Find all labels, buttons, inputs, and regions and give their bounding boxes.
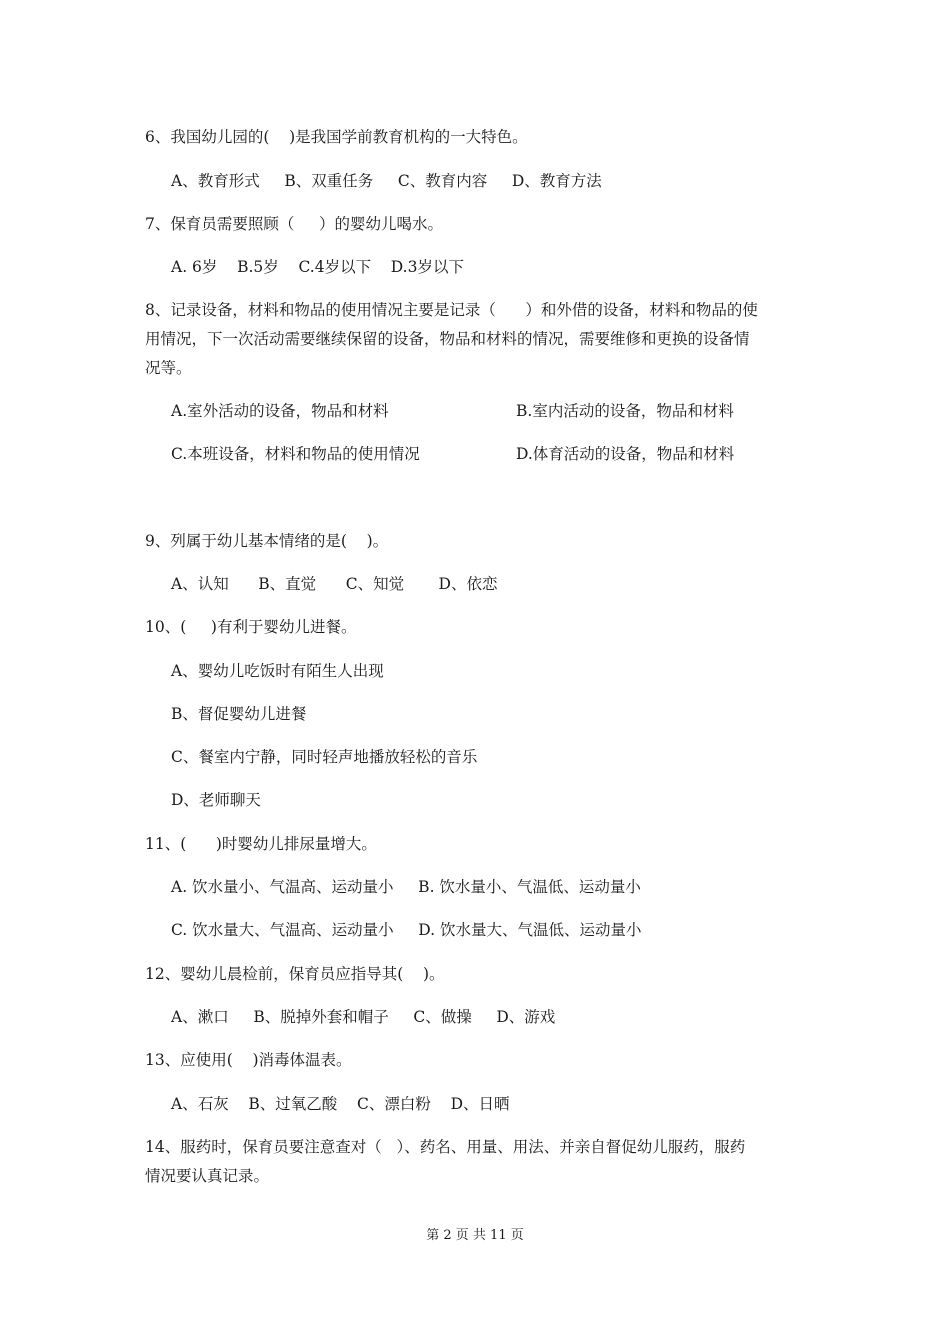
question-8-stem-line-1: 8、记录设备，材料和物品的使用情况主要是记录（ ）和外借的设备，材料和物品的使: [145, 301, 758, 319]
question-8-stem-line-2: 用情况，下一次活动需要继续保留的设备，物品和材料的情况，需要维修和更换的设备情: [145, 330, 750, 348]
page-number-footer: 第 2 页 共 11 页: [426, 1228, 524, 1243]
question-10-stem: 10、( )有利于婴幼儿进餐。: [145, 618, 357, 636]
question-9-stem: 9、列属于幼儿基本情绪的是( )。: [145, 532, 389, 550]
question-8-option-a: A.室外活动的设备，物品和材料: [171, 402, 389, 420]
question-6-stem: 6、我国幼儿园的( )是我国学前教育机构的一大特色。: [145, 128, 528, 146]
question-14-stem-line-2: 情况要认真记录。: [145, 1167, 270, 1185]
question-14-stem-line-1: 14、服药时，保育员要注意查对（ ）、药名、用量、用法、并亲自督促幼儿服药，服药: [145, 1138, 746, 1156]
question-8-option-c: C.本班设备，材料和物品的使用情况: [171, 445, 420, 463]
question-7-options: A. 6岁 B.5岁 C.4岁以下 D.3岁以下: [171, 258, 464, 276]
question-8-stem-line-3: 况等。: [145, 359, 192, 377]
question-6-options: A、教育形式 B、双重任务 C、教育内容 D、教育方法: [171, 172, 602, 190]
question-9-options: A、认知 B、直觉 C、知觉 D、依恋: [171, 575, 498, 593]
question-10-option-d: D、老师聊天: [171, 791, 261, 809]
question-12-stem: 12、婴幼儿晨检前，保育员应指导其( )。: [145, 965, 445, 983]
question-11-options-row-2: C. 饮水量大、气温高、运动量小 D. 饮水量大、气温低、运动量小: [171, 921, 642, 939]
question-13-options: A、石灰 B、过氧乙酸 C、漂白粉 D、日晒: [171, 1095, 510, 1113]
question-7-stem: 7、保育员需要照顾（ ）的婴幼儿喝水。: [145, 215, 443, 233]
question-10-option-c: C、餐室内宁静，同时轻声地播放轻松的音乐: [171, 748, 478, 766]
question-10-option-a: A、婴幼儿吃饭时有陌生人出现: [171, 662, 384, 680]
question-11-options-row-1: A. 饮水量小、气温高、运动量小 B. 饮水量小、气温低、运动量小: [171, 878, 641, 896]
question-13-stem: 13、应使用( )消毒体温表。: [145, 1051, 352, 1069]
question-8-option-b: B.室内活动的设备，物品和材料: [516, 402, 734, 420]
question-12-options: A、漱口 B、脱掉外套和帽子 C、做操 D、游戏: [171, 1008, 556, 1026]
question-11-stem: 11、( )时婴幼儿排尿量增大。: [145, 835, 377, 853]
question-10-option-b: B、督促婴幼儿进餐: [171, 705, 307, 723]
question-8-option-d: D.体育活动的设备，物品和材料: [516, 445, 735, 463]
